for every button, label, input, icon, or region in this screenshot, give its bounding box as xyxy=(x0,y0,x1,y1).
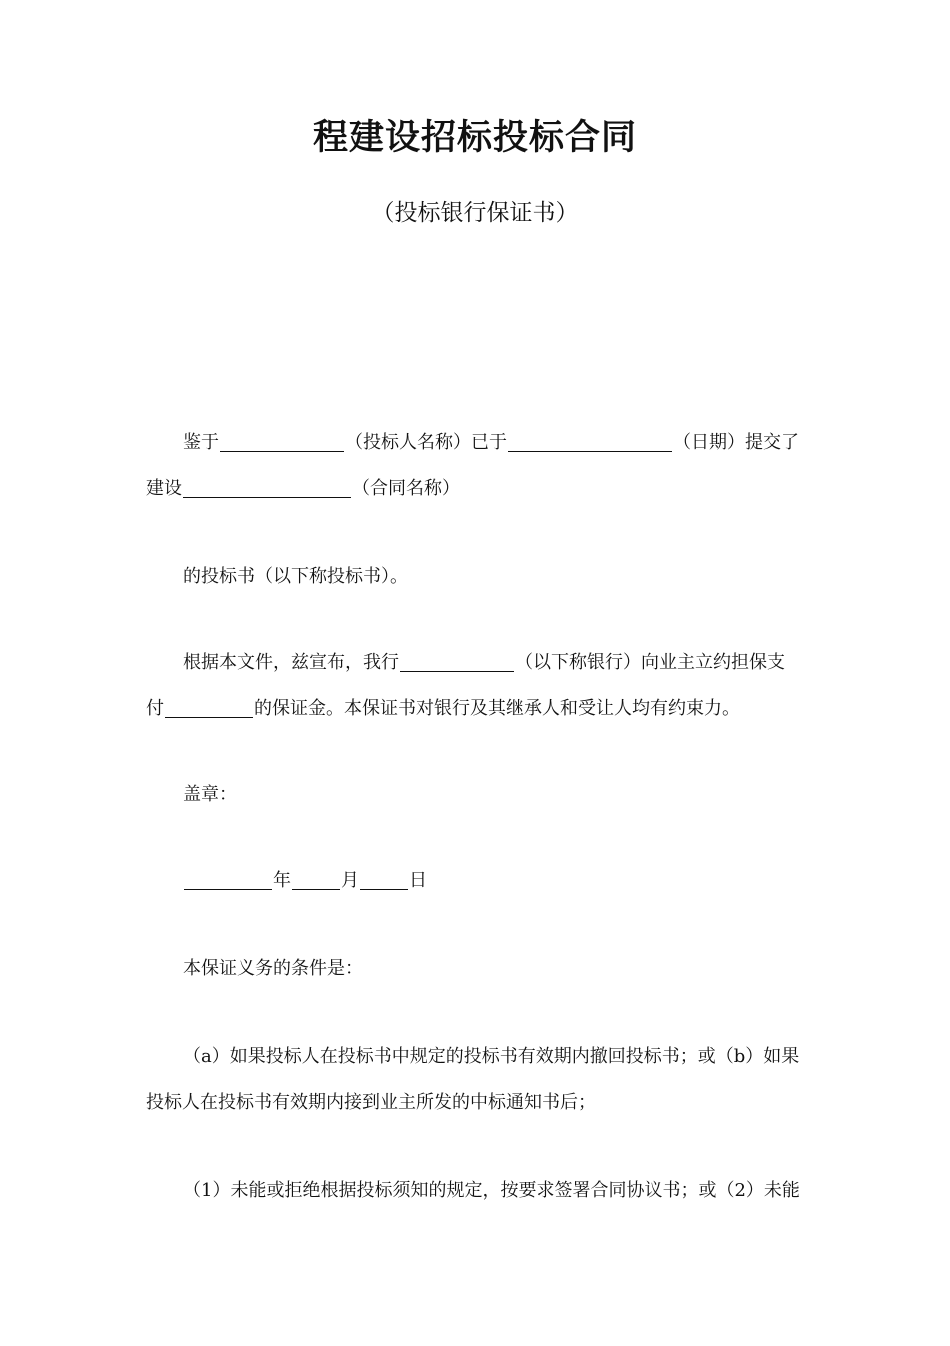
paragraph-line xyxy=(146,466,806,512)
blank-month xyxy=(292,869,340,890)
paragraph-line xyxy=(146,640,806,686)
text-segment: （投标人名称）已于 xyxy=(345,432,507,453)
paragraph-line xyxy=(146,686,806,732)
blank-year xyxy=(184,869,272,890)
blank-day xyxy=(360,869,408,890)
paragraph-line xyxy=(146,858,806,904)
text-segment: 根据本文件，兹宣布，我行 xyxy=(183,652,399,673)
blank-bank-name xyxy=(400,651,514,672)
blank-bidder-name xyxy=(220,431,344,452)
document-title: 程建设招标投标合同 xyxy=(312,118,637,158)
paragraph-declaration xyxy=(146,640,806,732)
paragraph-line: 投标人在投标书有效期内接到业主所发的中标通知书后； xyxy=(146,1092,596,1113)
blank-date xyxy=(508,431,672,452)
text-segment: （日期）提交了 xyxy=(673,432,799,453)
text-segment: 付 xyxy=(146,698,164,719)
date-line xyxy=(146,858,806,904)
condition-a xyxy=(146,1034,806,1126)
text-segment: 的保证金。本保证书对银行及其继承人和受让人均有约束力。 xyxy=(254,698,740,719)
paragraph-line xyxy=(146,420,806,466)
month-label: 月 xyxy=(341,870,359,891)
paragraph-line: （a）如果投标人在投标书中规定的投标书有效期内撤回投标书；或（b）如果 xyxy=(183,1046,800,1067)
blank-contract-name xyxy=(183,477,351,498)
conditions-intro: 本保证义务的条件是： xyxy=(183,958,363,979)
year-label: 年 xyxy=(273,870,291,891)
text-segment: 建设 xyxy=(146,478,182,499)
text-segment: 鉴于 xyxy=(183,432,219,453)
document-subtitle: （投标银行保证书） xyxy=(371,200,579,226)
day-label: 日 xyxy=(409,870,427,891)
paragraph-tender: 的投标书（以下称投标书）。 xyxy=(183,566,408,587)
text-segment: （以下称银行）向业主立约担保支 xyxy=(515,652,785,673)
paragraph-whereas xyxy=(146,420,806,512)
seal-label: 盖章： xyxy=(183,784,237,805)
blank-amount xyxy=(165,697,253,718)
text-segment: （合同名称） xyxy=(352,478,460,499)
condition-1: （1）未能或拒绝根据投标须知的规定，按要求签署合同协议书；或（2）未能 xyxy=(183,1180,800,1201)
